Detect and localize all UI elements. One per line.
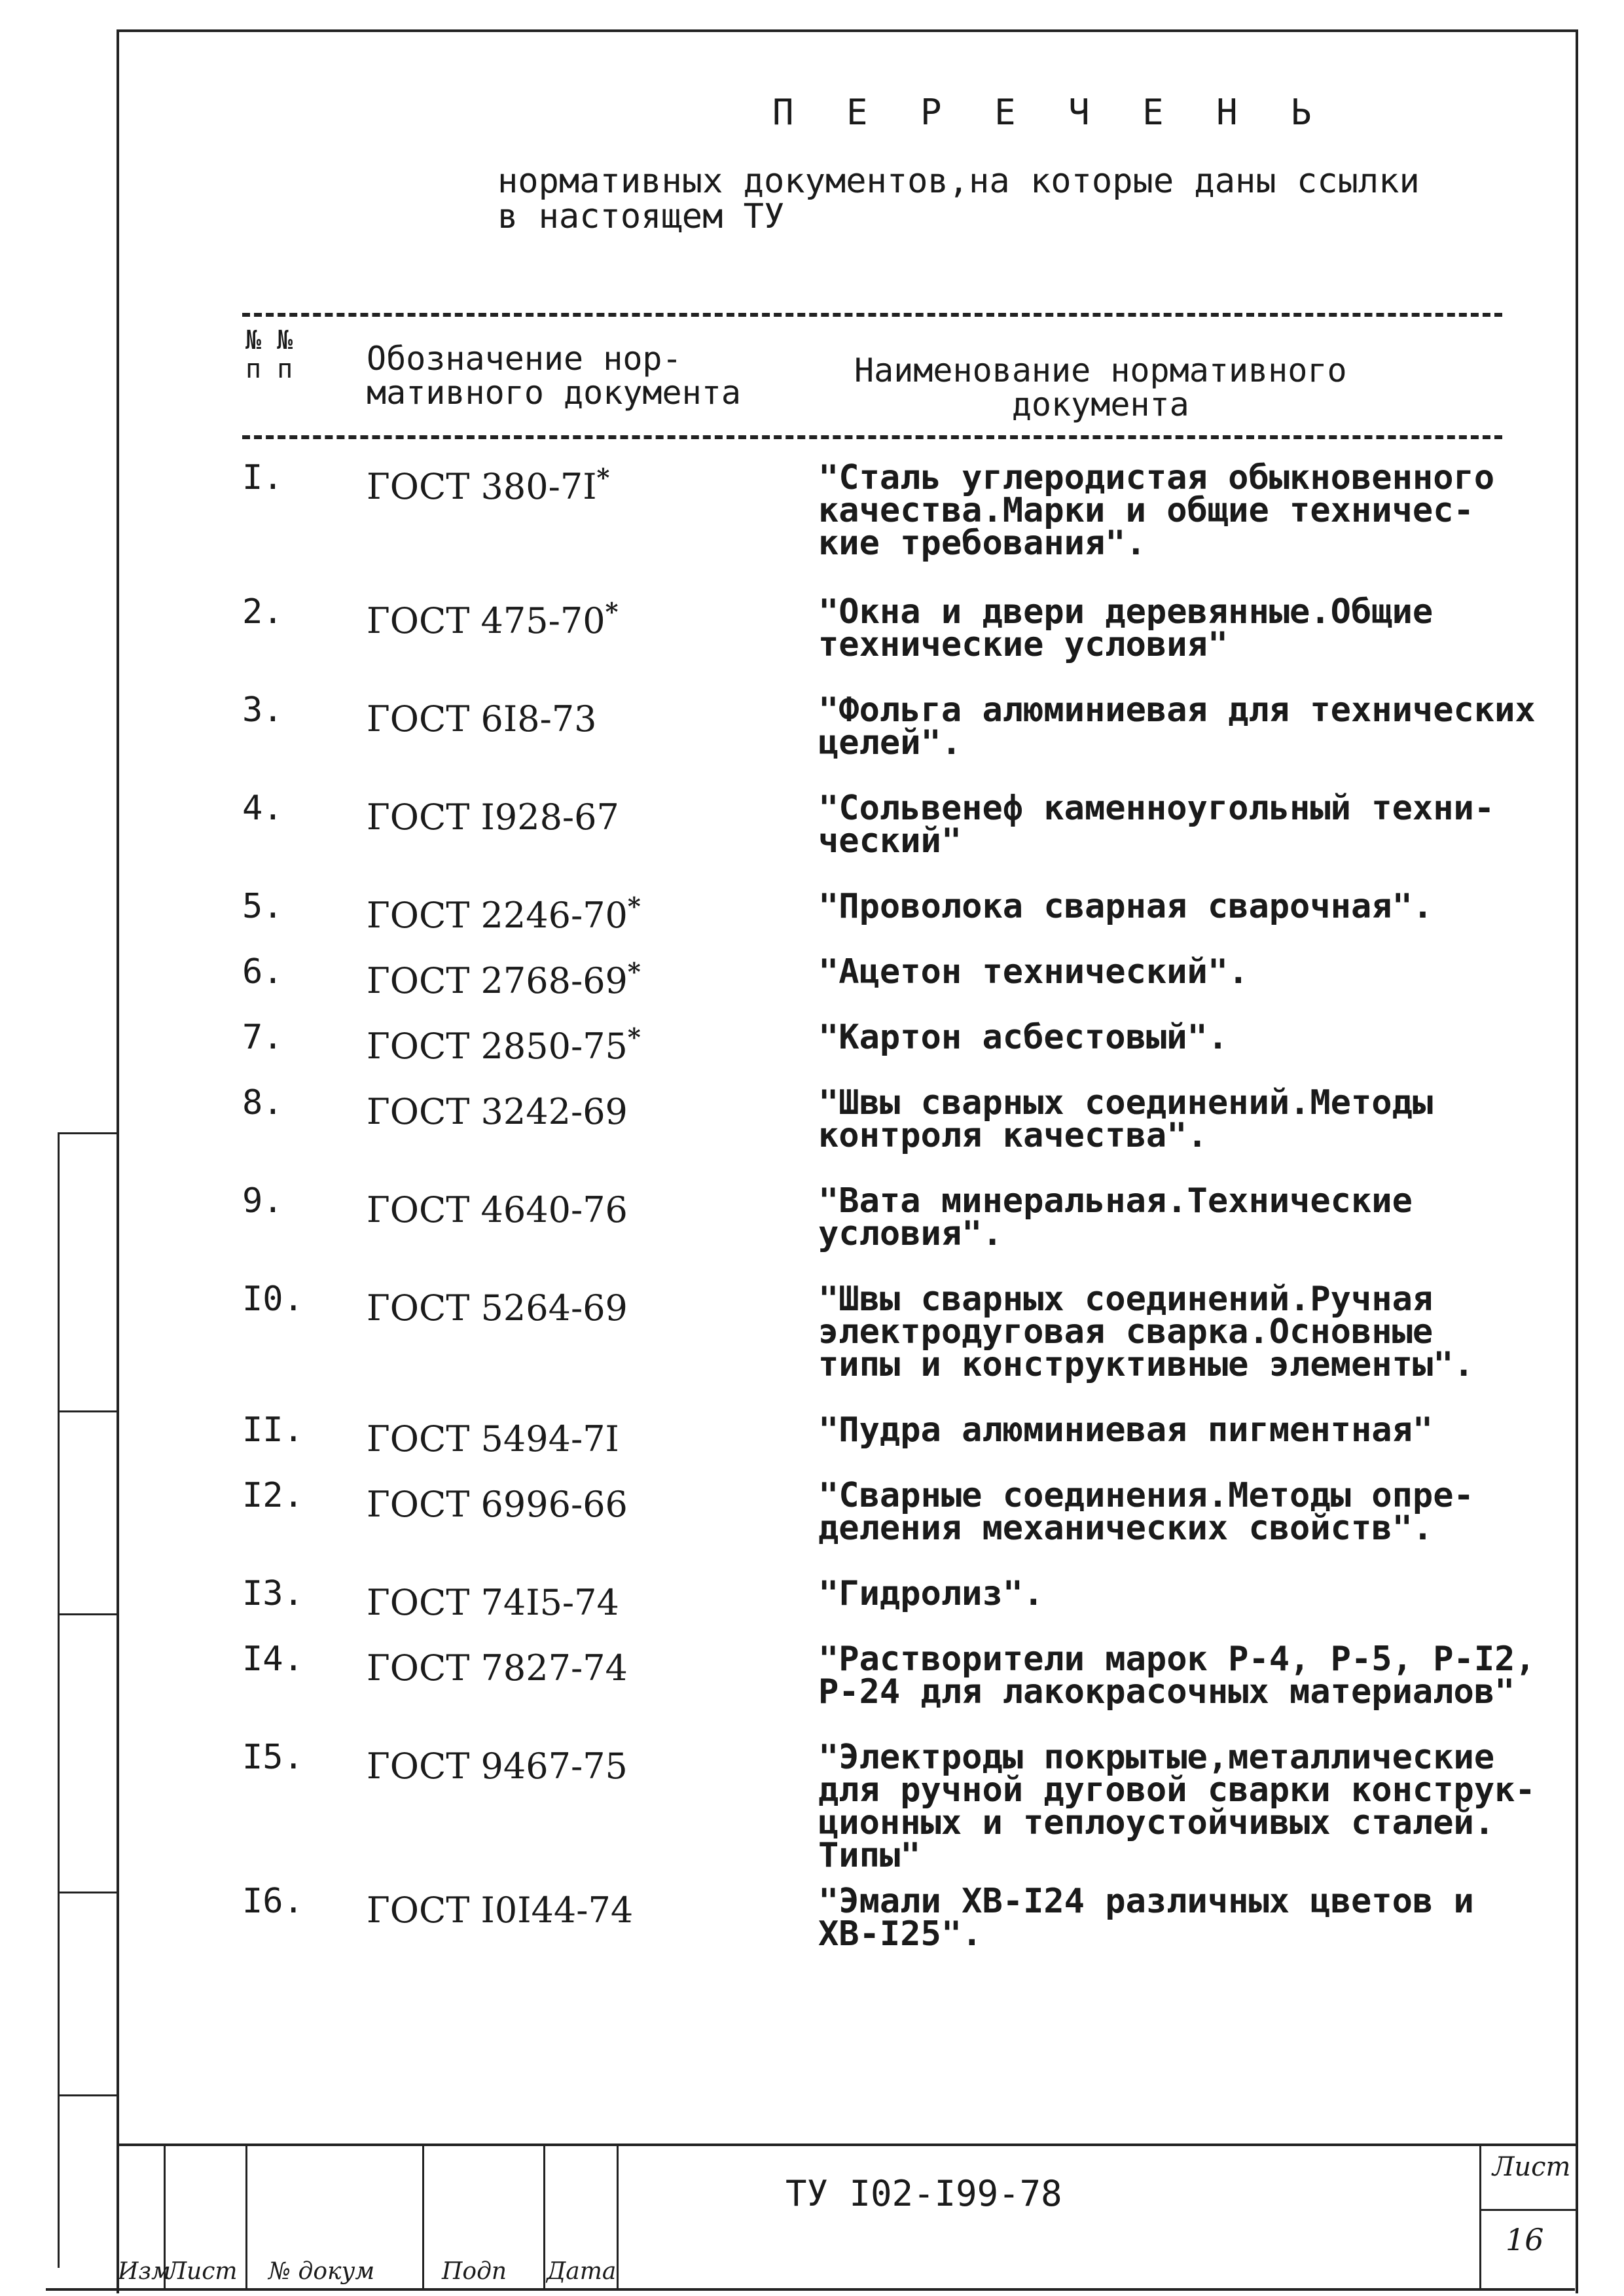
binding-tick (58, 1613, 118, 1615)
standard-code (367, 694, 597, 740)
standard-code-text: ГОСТ I0I44-74 (367, 1890, 634, 1931)
header-num: № № п п (245, 325, 293, 384)
header-code: Обозначение нор- мативного документа (367, 340, 741, 412)
item-number: 6. (242, 952, 283, 992)
standard-title: "Гидролиз". (818, 1574, 1044, 1613)
page-frame (117, 29, 1578, 2293)
sheet-label: Лист (1492, 2152, 1571, 2182)
standard-title: "Ацетон технический". (818, 952, 1249, 992)
binding-tick (58, 1410, 118, 1412)
binding-tick (58, 1892, 118, 1893)
standard-code-text: ГОСТ 5264-69 (367, 1287, 628, 1329)
stamp-label-sheet: Лист (167, 2258, 238, 2285)
stamp-sheet-cell (1479, 2144, 1481, 2288)
standard-code-text: ГОСТ I928-67 (367, 797, 619, 838)
standard-code-text: ГОСТ 2246-70 (367, 895, 628, 936)
standard-code (367, 792, 619, 838)
standard-code (367, 1414, 619, 1460)
item-number: I5. (242, 1738, 304, 1777)
sheet-number: 16 (1506, 2222, 1544, 2257)
standard-title: "Проволока сварная сварочная". (818, 887, 1434, 926)
standard-code (367, 461, 610, 507)
stamp-label-signature: Подп (442, 2258, 507, 2285)
standard-title: "Сольвенеф каменноугольный техни- ческий" (818, 789, 1495, 861)
item-number: 8. (242, 1083, 283, 1122)
revision-mark: * (627, 957, 641, 986)
standard-code (367, 956, 641, 1001)
standard-code-text: ГОСТ 6I8-73 (367, 698, 597, 740)
standard-code-text: ГОСТ 2768-69 (367, 960, 628, 1001)
item-number: I6. (242, 1882, 304, 1921)
standard-code-text: ГОСТ 380-7I (367, 466, 597, 507)
standard-code-text: ГОСТ 4640-76 (367, 1189, 628, 1230)
standard-title: "Электроды покрытые,металлические для ручной дуговой сварки конструк- ционных и теплоустойчивых сталей. Типы" (818, 1738, 1536, 1875)
header-divider-top (242, 313, 1502, 317)
standard-code-text: ГОСТ 7827-74 (367, 1647, 628, 1689)
item-number: I. (242, 458, 283, 497)
revision-mark: * (596, 463, 610, 492)
header-divider-bottom (242, 435, 1502, 439)
standard-code-text: ГОСТ 2850-75 (367, 1026, 628, 1067)
standard-code-text: ГОСТ 9467-75 (367, 1746, 628, 1787)
standard-code (367, 1283, 628, 1329)
standard-code-text: ГОСТ 5494-7I (367, 1418, 619, 1460)
standard-title: "Швы сварных соединений.Ручная электродуговая сварка.Основные типы и конструктивные элементы". (818, 1280, 1474, 1384)
item-number: I0. (242, 1280, 304, 1319)
binding-tick (58, 2094, 118, 2096)
stamp-label-date: Дата (547, 2258, 617, 2285)
document-subtitle: нормативных документов,на которые даны ссылки в настоящем ТУ (497, 162, 1420, 236)
standard-title: "Вата минеральная.Технические условия". (818, 1181, 1413, 1253)
standard-title: "Швы сварных соединений.Методы контроля качества". (818, 1083, 1434, 1155)
standard-code-text: ГОСТ 74I5-74 (367, 1582, 619, 1623)
stamp-label-change: Изм (118, 2258, 171, 2285)
item-number: 4. (242, 789, 283, 828)
document-title: П Е Р Е Ч Е Н Ь (772, 92, 1327, 133)
item-number: 9. (242, 1181, 283, 1221)
standard-code-text: ГОСТ 475-70 (367, 600, 605, 641)
stamp-label-doc-number: № докум (268, 2258, 375, 2285)
standard-code (367, 1577, 619, 1623)
standard-title: "Сталь углеродистая обыкновенного качества.Марки и общие техничес- кие требования". (818, 458, 1495, 563)
standard-code (367, 890, 641, 936)
item-number: I3. (242, 1574, 304, 1613)
standard-code-text: ГОСТ 6996-66 (367, 1484, 628, 1525)
standard-code (367, 1479, 628, 1525)
standard-code (367, 1885, 634, 1931)
standard-code (367, 596, 619, 641)
revision-mark: * (627, 891, 641, 921)
standard-title: "Пудра алюминиевая пигментная" (818, 1410, 1434, 1450)
standard-code (367, 1741, 628, 1787)
standard-code (367, 1086, 628, 1132)
stamp-sheet-divider (1479, 2209, 1576, 2211)
standard-title: "Окна и двери деревянные.Общие технические условия" (818, 592, 1434, 664)
item-number: 5. (242, 887, 283, 926)
binding-tick (58, 1132, 118, 1134)
standard-title: "Сварные соединения.Методы опре- деления механических свойств". (818, 1476, 1474, 1548)
item-number: II. (242, 1410, 304, 1450)
standard-title: "Растворители марок Р-4, Р-5, Р-I2, Р-24 для лакокрасочных материалов" (818, 1640, 1536, 1712)
item-number: 3. (242, 691, 283, 730)
standard-title: "Эмали ХВ-I24 различных цветов и ХВ-I25". (818, 1882, 1474, 1954)
standard-code (367, 1021, 641, 1067)
standard-code (367, 1185, 628, 1230)
binding-margin-line (58, 1132, 60, 2268)
item-number: 2. (242, 592, 283, 632)
standard-title: "Картон асбестовый". (818, 1018, 1229, 1057)
standard-code (367, 1643, 628, 1689)
item-number: 7. (242, 1018, 283, 1057)
standard-code-text: ГОСТ 3242-69 (367, 1091, 628, 1132)
revision-mark: * (627, 1022, 641, 1052)
document-designation: ТУ I02-I99-78 (785, 2173, 1062, 2214)
header-name: Наименование нормативного документа (854, 351, 1347, 423)
standard-title: "Фольга алюминиевая для технических целей". (818, 691, 1536, 762)
item-number: I2. (242, 1476, 304, 1515)
revision-mark: * (605, 597, 619, 626)
item-number: I4. (242, 1640, 304, 1679)
